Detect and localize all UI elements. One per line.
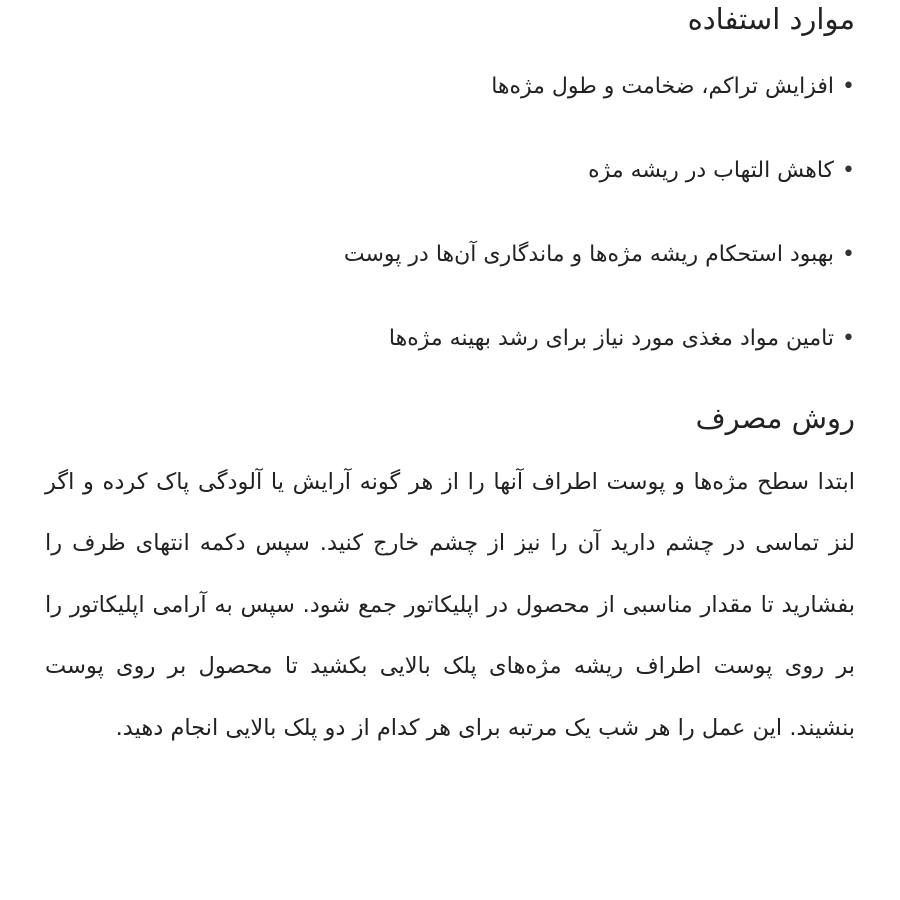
uses-item-text: افزایش تراکم، ضخامت و طول مژه‌ها [491, 73, 835, 99]
uses-item-text: تامین مواد مغذی مورد نیاز برای رشد بهینه مژه‌ها [388, 325, 835, 351]
uses-list-item [45, 317, 855, 361]
method-paragraph: ابتدا سطح مژه‌ها و پوست اطراف آنها را از هر گونه آرایش یا آلودگی پاک کرده و اگر لنز تماسی در چشم دارید آن را نیز از چشم خارج کنید. سپس دکمه انتهای ظرف را بفشارید تا مقدار مناسبی از محصول در اپلیکاتور جمع شود. سپس به آرامی اپلیکاتور را بر روی پوست اطراف ریشه مژه‌های پلک بالایی بکشید تا محصول بر روی پوست بنشیند. این عمل را هر شب یک مرتبه برای هر کدام از دو پلک بالایی انجام دهید. [45, 468, 855, 741]
document-page [45, 0, 855, 782]
uses-section-title: موارد استفاده [687, 2, 855, 36]
uses-item-text: بهبود استحکام ریشه مژه‌ها و ماندگاری آن‌ها در پوست [343, 241, 835, 267]
uses-item-text: کاهش التهاب در ریشه مژه [588, 157, 835, 183]
bullet-icon: • [842, 241, 855, 267]
bullet-icon: • [842, 325, 855, 351]
method-section-title: روش مصرف [695, 400, 855, 435]
uses-list-item [45, 65, 855, 109]
uses-list-item [45, 233, 855, 277]
uses-list-item [45, 149, 855, 193]
bullet-icon: • [842, 73, 855, 99]
uses-list [45, 65, 855, 361]
bullet-icon: • [842, 157, 855, 183]
